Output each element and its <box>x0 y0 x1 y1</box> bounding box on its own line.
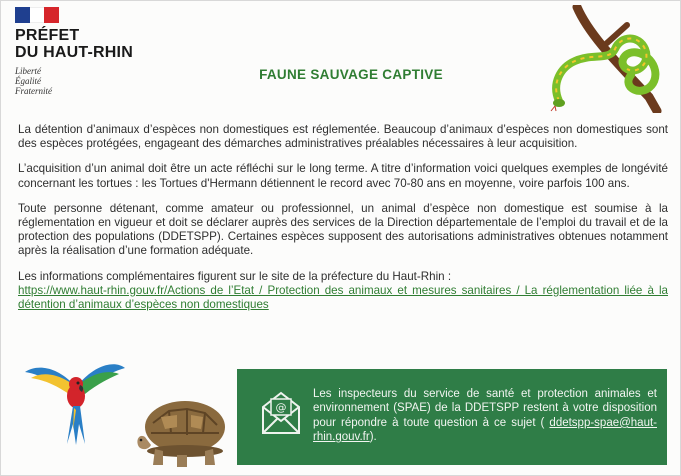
svg-text:@: @ <box>275 401 287 414</box>
tortoise-illustration <box>135 393 231 471</box>
contact-closing: ). <box>369 431 377 444</box>
french-flag-icon <box>15 7 59 23</box>
paragraph-longevity: L’acquisition d’un animal doit être un acte réfléchi sur le long terme. A titre d’information voici quelques exemples de longévité concernant les tortues : les Tortues d'Hermann détiennent le record avec 70-80 ans en moyenne, voire parfois 100 ans. <box>18 162 668 190</box>
snake-illustration <box>549 5 677 113</box>
paragraph-declaration: Toute personne détenant, comme amateur ou professionnel, un animal d’espèce non domestique est soumise à la réglementation en vigueur et doit se déclarer auprès des services de la Direction départementale de l’emploi du travail et de la protection des populations (DDETSPP). Certaines espèces supposent des autorisations administratives obtenues notamment après la réalisation d’une formation adéquate. <box>18 201 668 258</box>
prefet-line-2: DU HAUT-RHIN <box>15 44 133 61</box>
contact-email-link[interactable]: ddetspp-spae@haut-rhin.gouv.fr <box>313 416 657 444</box>
motto <box>15 66 165 96</box>
parrot-illustration <box>23 346 127 446</box>
contact-text <box>313 387 657 445</box>
contact-message: Les inspecteurs du service de santé et protection animales et environnement (SPAE) de la DDETSPP restent à votre disposition pour répondre à toute question à ce sujet ( <box>313 388 657 429</box>
paragraph-more-info <box>18 270 668 313</box>
prefecture-website-link[interactable]: https://www.haut-rhin.gouv.fr/Actions de l’Etat / Protection des animaux et mesures sanitaires / La réglementation liée à la détention d’animaux d’espèces non domestiques <box>18 283 668 312</box>
page-title: FAUNE SAUVAGE CAPTIVE <box>259 67 443 82</box>
prefet-line-1: PRÉFET <box>15 27 80 44</box>
paragraph-regulation: La détention d’animaux d’espèces non domestiques est réglementée. Beaucoup d’animaux d’espèces non domestiques sont des espèces protégées, engageant des démarches administratives préalables nécessaires à leur acquisition. <box>18 123 668 151</box>
body-text <box>18 123 668 312</box>
info-intro: Les informations complémentaires figurent sur le site de la préfecture du Haut-Rhin : <box>18 269 452 283</box>
contact-box <box>237 369 667 465</box>
motto-egalite: Égalité <box>15 76 41 86</box>
motto-fraternite: Fraternité <box>15 86 52 96</box>
motto-liberte: Liberté <box>15 66 41 76</box>
prefecture-logo <box>15 7 165 96</box>
mail-icon <box>259 387 303 439</box>
